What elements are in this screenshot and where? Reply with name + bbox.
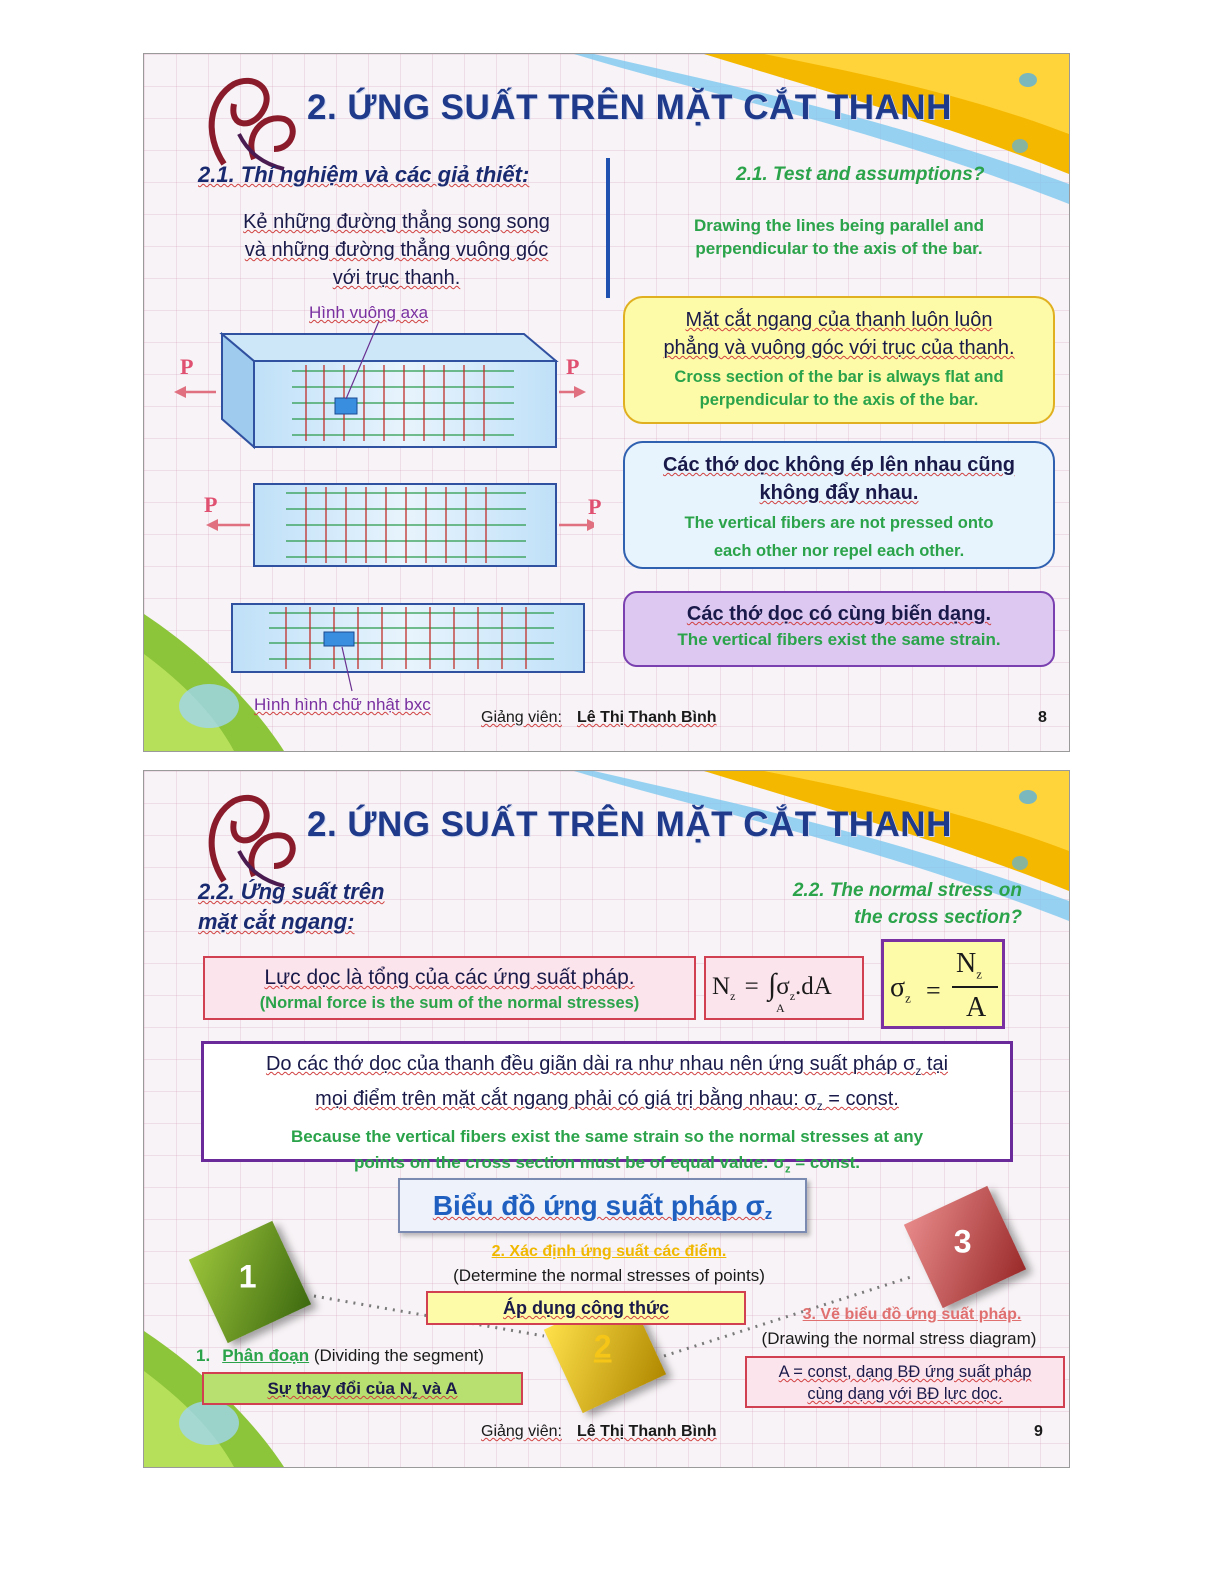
step-2-number: 2	[593, 1328, 612, 1365]
footer-lecturer-name: Lê Thị Thanh Bình	[577, 709, 717, 726]
label-square-axa: Hình vuông axa	[309, 303, 429, 322]
formula2-eq: =	[926, 976, 941, 1005]
force-p-right-2: P	[588, 494, 602, 519]
assumption-box-3	[623, 591, 1055, 667]
step-3-vn: 3. Vẽ biểu đồ ứng suất pháp.	[802, 1306, 1022, 1323]
slide-8	[143, 53, 1070, 752]
explain-vn-line-1: Do các thớ dọc của thanh đều giãn dài ra như nhau nên ứng suất pháp $\sigma_z$ tại	[265, 1053, 949, 1078]
step-1-prefix: 1.	[196, 1346, 211, 1365]
explain-en-line-2: points on the cross section must be of equal value: $\sigma_z$ = const.	[354, 1153, 860, 1176]
en-description	[649, 214, 1029, 260]
label-rect-bxc: Hình hình chữ nhật bxc	[254, 695, 431, 714]
formula1-rest: .dA	[795, 973, 832, 1000]
assumption-2-en-line-2: each other nor repel each other.	[713, 542, 965, 560]
explain-vn-line-2: mọi điểm trên mặt cắt ngang phải có giá trị bằng nhau: $\sigma_z$ = const.	[315, 1088, 899, 1113]
en-section-heading: 2.1. Test and assumptions?	[736, 164, 985, 185]
step-3-box-line-1: A = const, dạng BĐ ứng suất pháp	[778, 1363, 1032, 1381]
page-number: 9	[1034, 1423, 1043, 1440]
normal-force-en: (Normal force is the sum of the normal stresses)	[259, 994, 640, 1012]
bar-diagrams	[174, 299, 594, 719]
assumption-3-vn: Các thớ dọc có cùng biến dạng.	[686, 603, 992, 625]
step-2-en: (Determine the normal stresses of points)	[453, 1266, 765, 1285]
slide-title: 2. ỨNG SUẤT TRÊN MẶT CẮT THANH	[307, 88, 952, 127]
column-divider	[606, 158, 610, 298]
vn-description-line-2: và những đường thẳng vuông góc	[244, 239, 549, 261]
vn-description-line-3: với trục thanh.	[332, 267, 461, 289]
formula1-int-sub: A	[776, 1001, 785, 1015]
force-p-left-1: P	[180, 354, 194, 379]
assumption-2-vn-line-1: Các thớ dọc không ép lên nhau cũng	[662, 454, 1015, 476]
formula2-num-sub: z	[976, 966, 983, 982]
step-1-number: 1	[238, 1258, 257, 1295]
en-heading-line-1: 2.2. The normal stress on	[792, 880, 1022, 901]
assumption-1-en-line-1: Cross section of the bar is always flat and	[674, 368, 1004, 386]
step-3-en: (Drawing the normal stress diagram)	[761, 1329, 1037, 1348]
vn-section-heading: 2.1. Thí nghiệm và các giả thiết:	[198, 162, 530, 187]
formula1-lhs: N	[712, 973, 731, 1000]
step-1-label	[196, 1346, 484, 1366]
vn-description-line-1: Kẻ những đường thẳng song song	[243, 211, 550, 233]
step-1-box: Sự thay đổi của $N_z$ và A	[202, 1372, 523, 1405]
formula2-sigma-sub: z	[905, 990, 911, 1006]
formula1-lhs-sub: z	[730, 989, 736, 1003]
page-number: 8	[1038, 709, 1047, 726]
normal-force-vn: Lực dọc là tổng của các ứng suất pháp.	[264, 966, 635, 989]
vn-description	[204, 208, 589, 292]
assumption-1-vn-line-1: Mặt cắt ngang của thanh luôn luôn	[685, 309, 993, 331]
diagram-title: Biểu đồ ứng suất pháp σ	[432, 1190, 765, 1221]
en-heading-line-2: the cross section?	[854, 907, 1022, 928]
formula2-sigma: σ	[890, 972, 906, 1003]
step-2-box: Áp dụng công thức	[426, 1291, 746, 1325]
assumption-2-vn-line-2: không đẩy nhau.	[759, 482, 919, 504]
diagram-title-box: Biểu đồ ứng suất pháp $\sigma_z$	[398, 1178, 807, 1233]
footer-lecturer-name: Lê Thị Thanh Bình	[577, 1423, 717, 1440]
footer-lecturer-label: Giảng viên:	[481, 709, 562, 726]
force-p-right-1: P	[566, 354, 580, 379]
assumption-2-en-line-1: The vertical fibers are not pressed onto	[684, 514, 994, 532]
formula2-den: A	[966, 992, 987, 1023]
explain-en-line-1: Because the vertical fibers exist the same strain so the normal stresses at any	[290, 1127, 924, 1146]
step-1-en: (Dividing the segment)	[313, 1346, 484, 1365]
assumption-box-2	[623, 441, 1055, 569]
step-3-box	[745, 1356, 1065, 1408]
integral-icon: ∫	[768, 968, 777, 1001]
step-1-vn: Phân đoạn	[222, 1346, 310, 1365]
step-2-vn: 2. Xác định ứng suất các điểm.	[491, 1243, 727, 1260]
force-p-left-2: P	[204, 492, 218, 517]
assumption-1-vn-line-2: phẳng và vuông góc với trục của thanh.	[663, 337, 1015, 359]
assumption-1-en-line-2: perpendicular to the axis of the bar.	[699, 391, 979, 409]
formula1-sigma-sub: z	[789, 989, 796, 1003]
step-3-box-line-2: cùng dạng với BĐ lực dọc.	[807, 1385, 1003, 1403]
slide-9	[143, 770, 1070, 1468]
vn-heading-line-1: 2.2. Ứng suất trên	[198, 879, 385, 904]
vn-heading-line-2: mặt cắt ngang:	[198, 909, 355, 934]
formula2-num: N	[956, 948, 977, 979]
footer-lecturer-label: Giảng viên:	[481, 1423, 562, 1440]
formula1-sigma: σ	[776, 973, 790, 1000]
assumption-box-1	[623, 296, 1055, 424]
step-3-number: 3	[953, 1223, 972, 1260]
en-description-line-1: Drawing the lines being parallel and	[693, 216, 984, 235]
slide-title: 2. ỨNG SUẤT TRÊN MẶT CẮT THANH	[307, 805, 952, 844]
en-description-line-2: perpendicular to the axis of the bar.	[695, 239, 983, 258]
formula1-eq: =	[744, 973, 759, 1000]
assumption-3-en: The vertical fibers exist the same strain.	[677, 630, 1001, 649]
